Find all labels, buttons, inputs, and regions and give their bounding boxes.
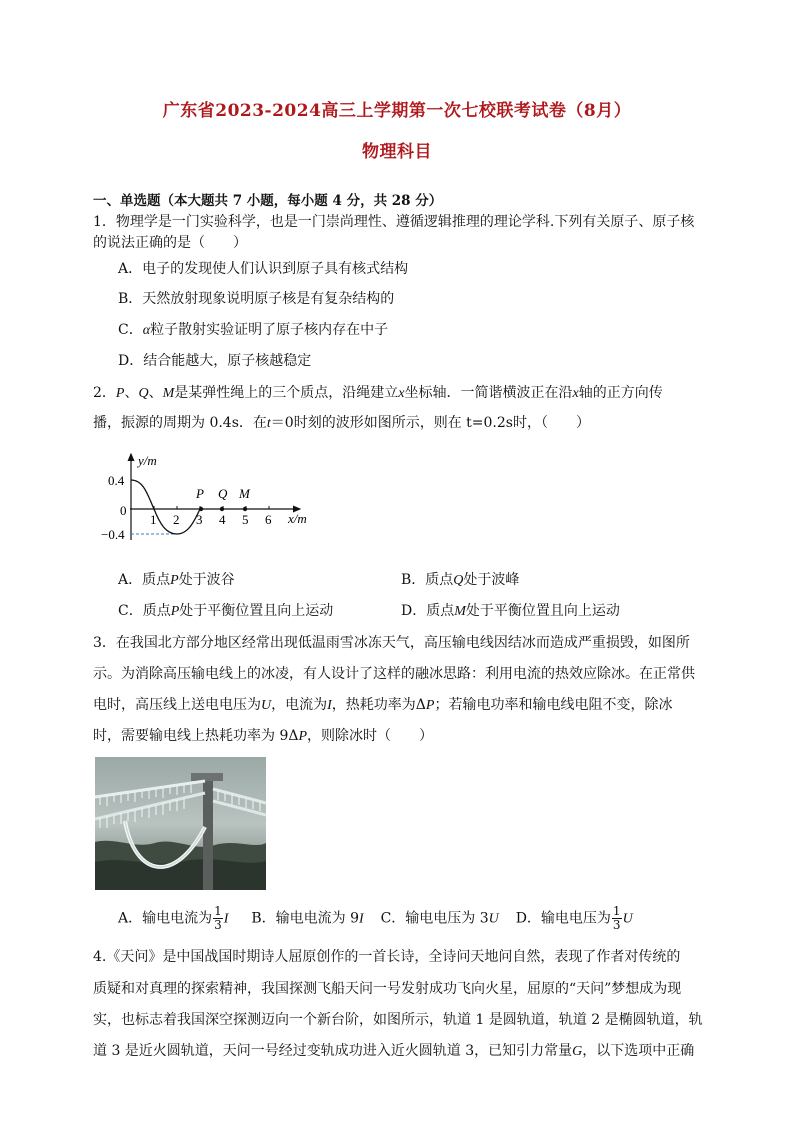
q3-stem-line3 — [93, 696, 672, 715]
q2-stem-line2 — [93, 414, 590, 433]
var-p: P — [298, 729, 308, 744]
q4-stem-line4 — [93, 1042, 694, 1061]
point-p — [199, 507, 203, 511]
origin-label: 0 — [120, 503, 127, 518]
var-g: G — [572, 1044, 583, 1059]
x-tick-label: 2 — [173, 512, 180, 527]
wave-graph — [100, 448, 330, 548]
q3-stem-line1: 3．在我国北方部分地区经常出现低温雨雪冰冻天气，高压输电线因结冰而造成严重损毁，如图所 — [93, 635, 690, 651]
sep: 、 — [148, 385, 163, 401]
q2-text: 坐标轴．一简谐横波正在沿 — [404, 385, 573, 401]
q1-stem-line2: 的说法正确的是（ ） — [93, 235, 247, 251]
x-tick-label: 4 — [219, 512, 226, 527]
opt-text: B．质点 — [401, 572, 454, 588]
exam-title: 广东省2023-2024高三上学期第一次七校联考试卷（8月） — [162, 101, 632, 121]
q3-option-b: B．输电电流为 9 — [251, 910, 359, 927]
var-u: U — [622, 911, 633, 927]
y-tick-pos: 0.4 — [108, 473, 125, 488]
q4-stem-line2: 质疑和对真理的探索精神，我国探测飞船天问一号发射成功飞向火星，屈原的“天问”梦想成为现 — [93, 981, 682, 997]
var-q: Q — [453, 573, 464, 588]
x-tick-label: 3 — [196, 512, 203, 527]
point-m-label: M — [239, 486, 250, 501]
q4-stem-line3: 实，也标志着我国深空探测迈向一个新台阶，如图所示，轨道 1 是圆轨道，轨道 2 是椭圆轨道，轨 — [93, 1012, 703, 1028]
q2-text: 轴的正方向传 — [578, 385, 663, 401]
point-q — [220, 507, 224, 511]
var-x: x — [572, 386, 579, 401]
y-axis-label: y/m — [138, 453, 157, 468]
numerator: 1 — [612, 904, 621, 918]
point-p-label: P — [196, 486, 204, 501]
q1-option-b: B．天然放射现象说明原子核是有复杂结构的 — [118, 291, 395, 307]
q1-option-a: A．电子的发现使人们认识到原子具有核式结构 — [118, 261, 409, 277]
q2-option-a — [118, 571, 235, 590]
subject-title: 物理科目 — [362, 142, 432, 162]
numerator: 1 — [214, 904, 222, 918]
q3-text: ；若输电功率和输电线电阻不变，除冰 — [434, 697, 673, 713]
point-q-label: Q — [218, 486, 228, 501]
q3-option-a: A．输电电流为 — [118, 910, 213, 927]
sep: 、 — [124, 385, 139, 401]
opt-text: 处于平衡位置且向上运动 — [465, 603, 620, 619]
y-tick-neg: −0.4 — [101, 527, 125, 542]
opt-text: D．质点 — [401, 603, 455, 619]
q2-number: 2． — [93, 385, 116, 401]
fraction-one-third — [612, 905, 622, 932]
alpha-symbol: α — [142, 323, 151, 338]
q2-text: 播，振源的周期为 0.4s．在 — [93, 415, 267, 431]
var-i: I — [223, 911, 229, 927]
q1-option-d: D．结合能越大，原子核越稳定 — [118, 353, 312, 369]
var-q: Q — [138, 386, 149, 401]
waveform — [131, 480, 200, 534]
q4-stem-line1: 4.《天问》是中国战国时期诗人屈原创作的一首长诗，全诗问天地问自然，表现了作者对传统的 — [93, 949, 681, 965]
q3-text: ，热耗功率为Δ — [331, 697, 426, 713]
q3-stem-line2: 示。为消除高压输电线上的冰凌，有人设计了这样的融冰思路：利用电流的热效应除冰。在正常供 — [93, 666, 695, 682]
q2-text: 是某弹性绳上的三个质点，沿绳建立 — [174, 385, 399, 401]
x-tick-label: 1 — [150, 512, 157, 527]
var-p: P — [115, 386, 125, 401]
var-i: I — [327, 698, 332, 713]
opt-text: A．质点 — [118, 572, 171, 588]
opt-text: 处于波谷 — [178, 572, 235, 588]
icy-power-line-photo — [95, 757, 266, 890]
q2-stem-line1 — [93, 384, 663, 403]
q3-text: ，则除冰时（ ） — [307, 728, 434, 744]
q1-option-c-prefix: C． — [118, 322, 143, 338]
opt-text: 处于波峰 — [463, 572, 520, 588]
var-m: M — [162, 386, 175, 401]
var-p: P — [170, 573, 179, 588]
q1-option-c-text: 粒子散射实验证明了原子核内存在中子 — [150, 322, 389, 338]
x-tick-label: 6 — [265, 512, 272, 527]
q4-text: ，以下选项中正确 — [582, 1043, 695, 1059]
q2-text: ＝0时刻的波形如图所示，则在 t=0.2s时，（ ） — [270, 415, 590, 431]
fraction-one-third — [213, 905, 223, 932]
x-tick-label: 5 — [242, 512, 249, 527]
section-heading: 一、单选题（本大题共 7 小题，每小题 4 分，共 28 分） — [93, 193, 443, 209]
q2-option-c — [118, 602, 333, 621]
q2-option-d — [401, 602, 620, 621]
var-p: P — [425, 698, 435, 713]
q3-options — [118, 905, 633, 932]
q2-option-b — [401, 571, 519, 590]
q3-option-c: C．输电电压为 3 — [380, 910, 489, 927]
q3-option-d: D．输电电压为 — [515, 910, 611, 927]
q3-text: 电时，高压线上送电电压为 — [93, 697, 261, 713]
var-t: t — [266, 416, 271, 431]
q4-text: 道 3 是近火圆轨道，天问一号经过变轨成功进入近火圆轨道 3，已知引力常量 — [93, 1043, 573, 1059]
denominator: 3 — [612, 918, 621, 932]
denominator: 3 — [214, 918, 222, 932]
var-u: U — [488, 911, 499, 927]
opt-text: C．质点 — [118, 603, 171, 619]
var-p: P — [170, 604, 180, 619]
var-m: M — [454, 604, 466, 619]
q3-text: ，电流为 — [271, 697, 328, 713]
x-axis-label: x/m — [288, 511, 307, 526]
q3-text: 时，需要输电线上热耗功率为 9Δ — [93, 728, 299, 744]
var-u: U — [261, 698, 272, 713]
var-x: x — [398, 386, 405, 401]
point-m — [243, 507, 247, 511]
var-i: I — [359, 911, 364, 927]
q1-option-c — [118, 321, 388, 340]
opt-text: 处于平衡位置且向上运动 — [179, 603, 334, 619]
q1-stem-line1: 1．物理学是一门实验科学，也是一门崇尚理性、遵循逻辑推理的理论学科.下列有关原子、原子核 — [93, 214, 695, 230]
q3-stem-line4 — [93, 727, 433, 746]
